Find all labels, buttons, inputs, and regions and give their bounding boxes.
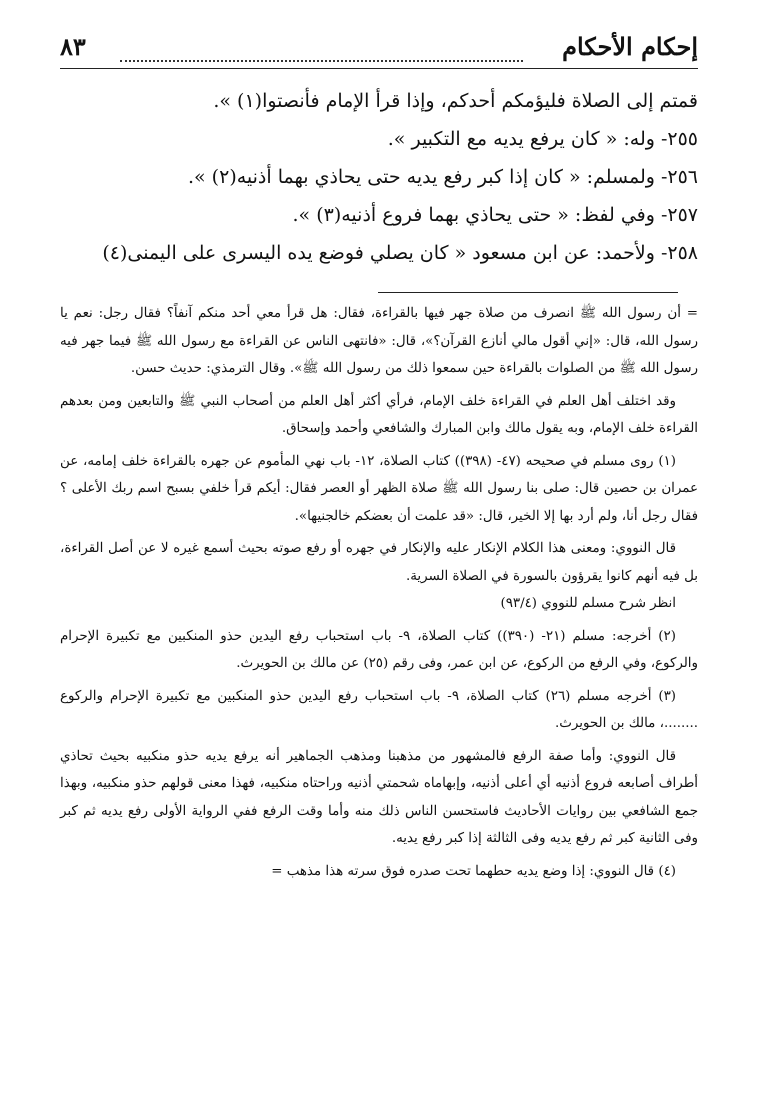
footnote-1: (١) روى مسلم في صحيحه (٤٧- (٣٩٨)) كتاب الصلاة، ١٢- باب نهي المأموم عن جهره بالقراءة خلف إمامه، عن عمران بن حصين قال: صلى بنا رسول الله ﷺ صلاة الظهر أو العصر فقال: أيكم قرأ خلفي بسبح اسم ربك الأعلى ؟ فقال رجل أنا، ولم أرد بها إلا الخير، قال: «قد علمت أن بعضكم خالجنيها». (60, 453, 698, 524)
main-line: قمتم إلى الصلاة فليؤمكم أحدكم، وإذا قرأ الإمام فأنصتوا(١) ». (213, 90, 698, 112)
footnote-3: (٣) أخرجه مسلم (٢٦) كتاب الصلاة، ٩- باب استحباب رفع اليدين حذو المنكبين مع تكبيرة الإحرام والركوع ........، مالك بن الحويرث. (60, 688, 698, 731)
hadith-256: ٢٥٦- ولمسلم: « كان إذا كبر رفع يديه حتى يحاذي بهما أذنيه(٢) ». (187, 166, 698, 188)
footnote-paragraph: وقد اختلف أهل العلم في القراءة خلف الإمام، فرأي أكثر أهل العلم من أصحاب النبي ﷺ والتابعين ومن بعدهم القراءة خلف الإمام، وبه يقول مالك وابن المبارك والشافعي وأحمد وإسحاق. (60, 393, 698, 436)
page-number: ٨٣ (60, 32, 86, 61)
footnote-reference: انظر شرح مسلم للنووي (٩٣/٤) (500, 596, 676, 611)
main-text (60, 82, 698, 272)
footnote-paragraph: قال النووي: وأما صفة الرفع فالمشهور من مذهبنا ومذهب الجماهير أنه يرفع يديه حذو منكبيه بحيث تحاذي أطراف أصابعه فروع أذنيه أي أعلى أذنيه، وإبهاماه شحمتي أذنيه وراحتاه منكبيه، فهذا معنى قولهم حذو منكبيه، وبهذا جمع الشافعي بين روايات الأحاديث فاستحسن الناس ذلك منه وأما وقت الرفع ففي الرواية الأولى رفع يديه ثم كبر وفى الثانية كبر ثم رفع يديه وفى الثالثة إذا كبر رفع يديه. (60, 748, 698, 846)
header-dot-leader (120, 60, 523, 62)
footnotes (60, 300, 698, 890)
footnote-continuation: = أن رسول الله ﷺ انصرف من صلاة جهر فيها بالقراءة، فقال: هل قرأ معي أحد منكم آنفاً؟ فقال رجل: نعم يا رسول الله، قال: «إني أقول مالي أنازع القرآن؟»، قال: «فانتهى الناس عن القراءة مع رسول الله ﷺ فيما جهر فيه رسول الله ﷺ من الصلوات بالقراءة حين سمعوا ذلك من رسول الله ﷺ». وقال الترمذي: حديث حسن. (60, 306, 698, 376)
footnote-2: (٢) أخرجه: مسلم (٢١- (٣٩٠)) كتاب الصلاة، ٩- باب استحباب رفع اليدين حذو المنكبين مع تكبيرة الإحرام والركوع، وفي الرفع من الركوع، عن ابن عمر، وفى رقم (٢٥) عن مالك بن الحويرث. (60, 628, 698, 671)
footnote-paragraph: قال النووي: ومعنى هذا الكلام الإنكار عليه والإنكار في جهره أو رفع صوته بحيث أسمع غيره لا عن أصل القراءة، بل فيه أنهم كانوا يقرؤون بالسورة في الصلاة السرية. (60, 541, 698, 584)
footnote-separator (378, 292, 678, 293)
hadith-258: ٢٥٨- ولأحمد: عن ابن مسعود « كان يصلي فوضع يده اليسرى على اليمنى(٤) (102, 242, 698, 264)
running-title: إحكام الأحكام (562, 32, 698, 61)
hadith-257: ٢٥٧- وفي لفظ: « حتى يحاذي بهما فروع أذنيه(٣) ». (292, 204, 698, 226)
footnote-4: (٤) قال النووي: إذا وضع يديه حطهما تحت صدره فوق سرته هذا مذهب = (271, 863, 676, 879)
page-header (60, 26, 698, 69)
hadith-255: ٢٥٥- وله: « كان يرفع يديه مع التكبير ». (387, 128, 698, 150)
